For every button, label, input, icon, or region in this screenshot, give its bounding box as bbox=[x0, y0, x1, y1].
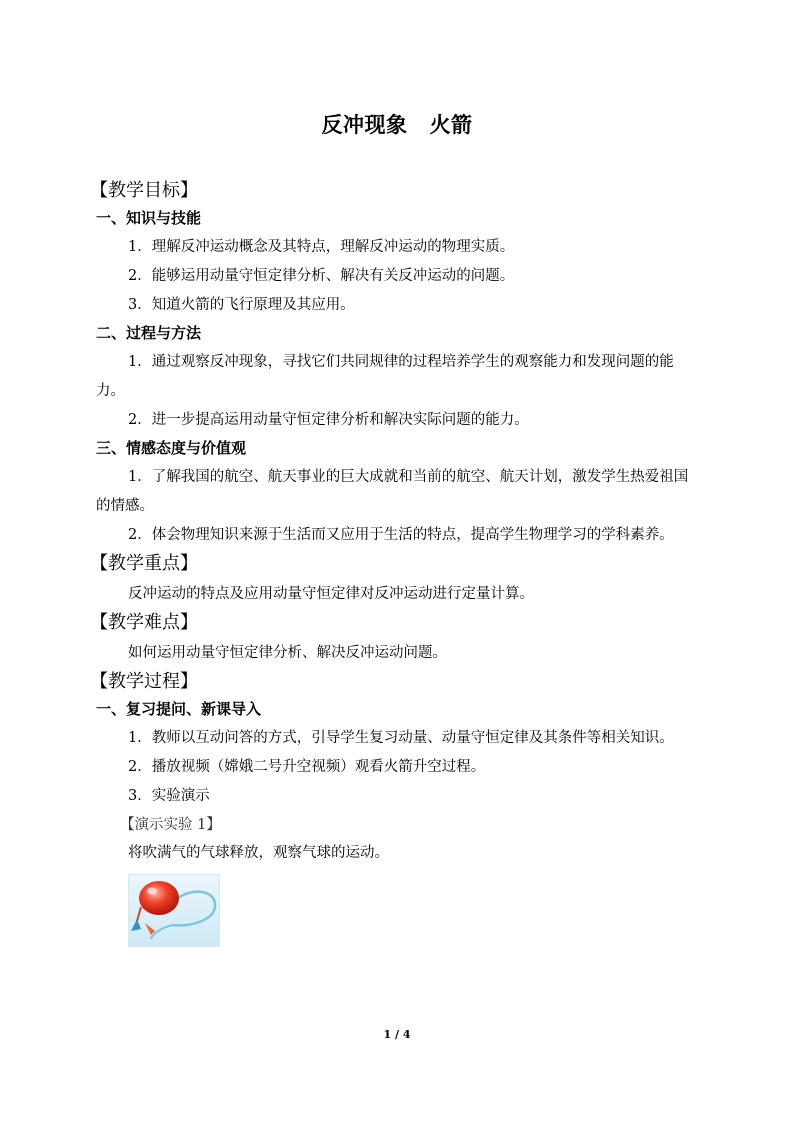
heading-process-methods: 二、过程与方法 bbox=[96, 324, 202, 342]
title-part-1: 反冲现象 bbox=[321, 112, 408, 137]
paragraph: 3．知道火箭的飞行原理及其应用。 bbox=[128, 297, 355, 313]
paragraph: 2．播放视频（嫦娥二号升空视频）观看火箭升空过程。 bbox=[128, 759, 486, 775]
page-title bbox=[0, 109, 794, 139]
heading-difficulties: 【教学难点】 bbox=[90, 612, 198, 633]
balloon-illustration bbox=[128, 874, 220, 947]
paragraph: 1．通过观察反冲现象，寻找它们共同规律的过程培养学生的观察能力和发现问题的能力。 bbox=[96, 354, 674, 399]
document-body bbox=[90, 177, 698, 947]
paragraph: 将吹满气的气球释放，观察气球的运动。 bbox=[128, 845, 389, 861]
paragraph: 2．能够运用动量守恒定律分析、解决有关反冲运动的问题。 bbox=[128, 268, 515, 284]
heading-knowledge-skills: 一、知识与技能 bbox=[96, 209, 202, 227]
title-part-2: 火箭 bbox=[429, 112, 473, 137]
heading-review-intro: 一、复习提问、新课导入 bbox=[96, 700, 262, 718]
balloon-icon bbox=[129, 875, 219, 946]
paragraph: 2．进一步提高运用动量守恒定律分析和解决实际问题的能力。 bbox=[128, 412, 529, 428]
paragraph: 3．实验演示 bbox=[128, 788, 210, 804]
demo-label: 【演示实验 1】 bbox=[120, 817, 221, 833]
heading-attitude-values: 三、情感态度与价值观 bbox=[96, 439, 247, 457]
heading-key-points: 【教学重点】 bbox=[90, 553, 198, 574]
paragraph: 2．体会物理知识来源于生活而又应用于生活的特点，提高学生物理学习的学科素养。 bbox=[128, 527, 674, 543]
heading-teaching-goals: 【教学目标】 bbox=[90, 180, 198, 201]
paragraph: 1．教师以互动问答的方式，引导学生复习动量、动量守恒定律及其条件等相关知识。 bbox=[128, 730, 674, 746]
paragraph: 反冲运动的特点及应用动量守恒定律对反冲运动进行定量计算。 bbox=[128, 586, 534, 602]
paragraph: 1．了解我国的航空、航天事业的巨大成就和当前的航空、航天计划，激发学生热爱祖国的情感。 bbox=[96, 469, 689, 514]
paragraph: 如何运用动量守恒定律分析、解决反冲运动问题。 bbox=[128, 645, 447, 661]
heading-teaching-process: 【教学过程】 bbox=[90, 671, 198, 692]
page-number: 1 / 4 bbox=[383, 1028, 411, 1041]
paragraph: 1．理解反冲运动概念及其特点，理解反冲运动的物理实质。 bbox=[128, 239, 515, 255]
